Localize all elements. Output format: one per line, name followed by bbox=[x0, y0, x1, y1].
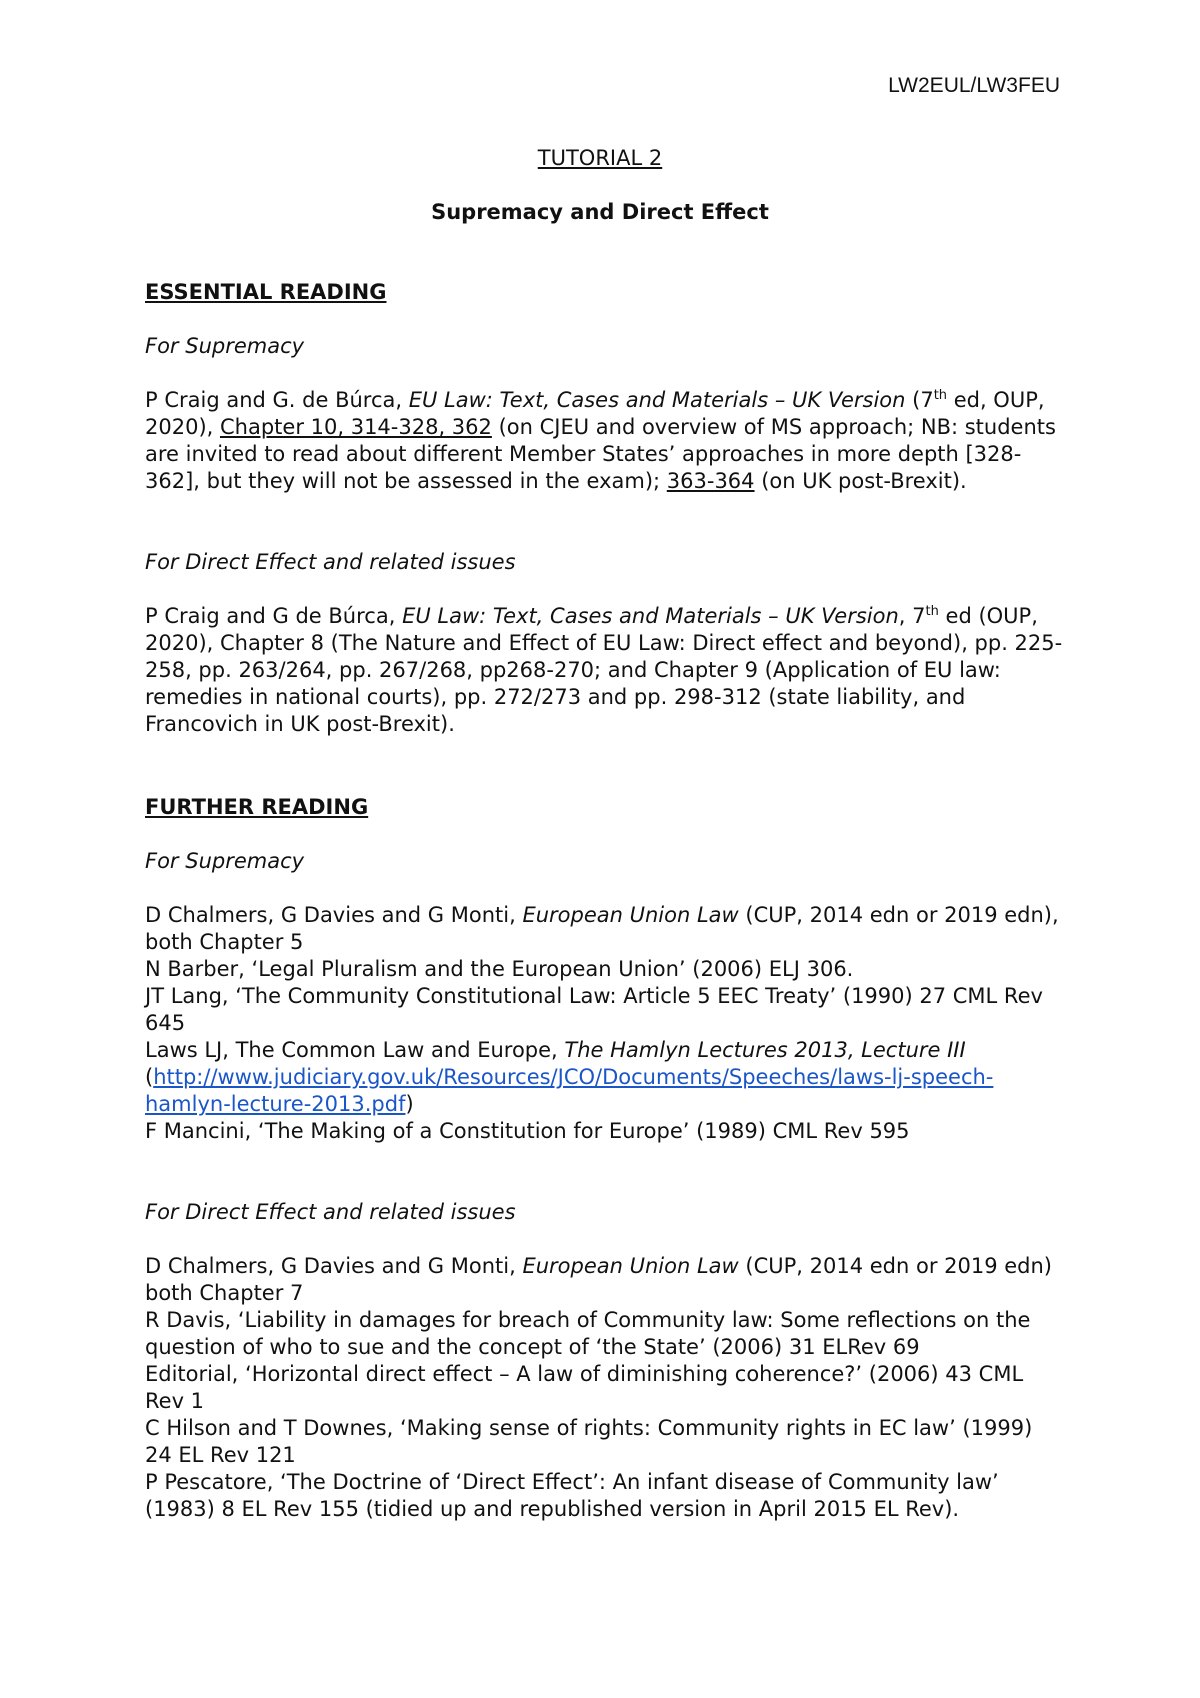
list-item: P Pescatore, ‘The Doctrine of ‘Direct Effect’: An infant disease of Community law’ (1983) 8 EL Rev 155 (tidied up and republished version in April 2015 EL Rev). bbox=[145, 1470, 999, 1521]
essential-supremacy-label: For Supremacy bbox=[145, 334, 305, 358]
list-item: R Davis, ‘Liability in damages for breach of Community law: Some reflections on the question of who to sue and the concept of ‘the State’ (2006) 31 ELRev 69 bbox=[145, 1308, 1031, 1359]
list-item: N Barber, ‘Legal Pluralism and the European Union’ (2006) ELJ 306. bbox=[145, 957, 854, 981]
essential-direct-effect-label: For Direct Effect and related issues bbox=[145, 550, 516, 574]
list-item: Laws LJ, The Common Law and Europe, The Hamlyn Lectures 2013, Lecture III (http://www.judiciary.gov.uk/Resources/JCO/Documents/Speeches/laws-lj-speech-hamlyn-lecture-2013.pdf) bbox=[145, 1038, 994, 1116]
tutorial-title: TUTORIAL 2 bbox=[537, 146, 663, 170]
tutorial-subtitle: Supremacy and Direct Effect bbox=[431, 200, 769, 224]
further-direct-effect-list bbox=[145, 1253, 1065, 1523]
list-item: F Mancini, ‘The Making of a Constitution for Europe’ (1989) CML Rev 595 bbox=[145, 1119, 910, 1143]
further-supremacy-list bbox=[145, 902, 1065, 1145]
hamlyn-lecture-link[interactable]: http://www.judiciary.gov.uk/Resources/JCO/Documents/Speeches/laws-lj-speech-hamlyn-lecture-2013.pdf bbox=[145, 1065, 994, 1116]
further-reading-heading: FURTHER READING bbox=[145, 795, 369, 819]
essential-direct-effect-reference: P Craig and G de Búrca, EU Law: Text, Cases and Materials – UK Version, 7th ed (OUP, 2020), Chapter 8 (The Nature and Effect of EU Law: Direct effect and beyond), pp. 225-258, pp. 263/264, pp. 267/268, pp268-270; and Chapter 9 (Application of EU law: remedies in national courts), pp. 272/273 and pp. 298-312 (state liability, and Francovich in UK post-Brexit). bbox=[145, 604, 1063, 736]
further-supremacy-label: For Supremacy bbox=[145, 849, 305, 873]
list-item: Editorial, ‘Horizontal direct effect – A law of diminishing coherence?’ (2006) 43 CML Rev 1 bbox=[145, 1362, 1024, 1413]
list-item: JT Lang, ‘The Community Constitutional Law: Article 5 EEC Treaty’ (1990) 27 CML Rev 645 bbox=[145, 984, 1043, 1035]
essential-supremacy-reference: P Craig and G. de Búrca, EU Law: Text, Cases and Materials – UK Version (7th ed, OUP, 2020), Chapter 10, 314-328, 362 (on CJEU and overview of MS approach; NB: students are invited to read about different Member States’ approaches in more depth [328-362], but they will not be assessed in the exam); 363-364 (on UK post-Brexit). bbox=[145, 388, 1056, 493]
essential-reading-heading: ESSENTIAL READING bbox=[145, 280, 387, 304]
list-item: C Hilson and T Downes, ‘Making sense of rights: Community rights in EC law’ (1999) 24 EL Rev 121 bbox=[145, 1416, 1033, 1467]
further-direct-effect-label: For Direct Effect and related issues bbox=[145, 1200, 516, 1224]
course-code: LW2EUL/LW3FEU bbox=[888, 74, 1060, 97]
list-item: D Chalmers, G Davies and G Monti, European Union Law (CUP, 2014 edn or 2019 edn) both Chapter 7 bbox=[145, 1254, 1053, 1305]
list-item: D Chalmers, G Davies and G Monti, European Union Law (CUP, 2014 edn or 2019 edn), both Chapter 5 bbox=[145, 903, 1059, 954]
